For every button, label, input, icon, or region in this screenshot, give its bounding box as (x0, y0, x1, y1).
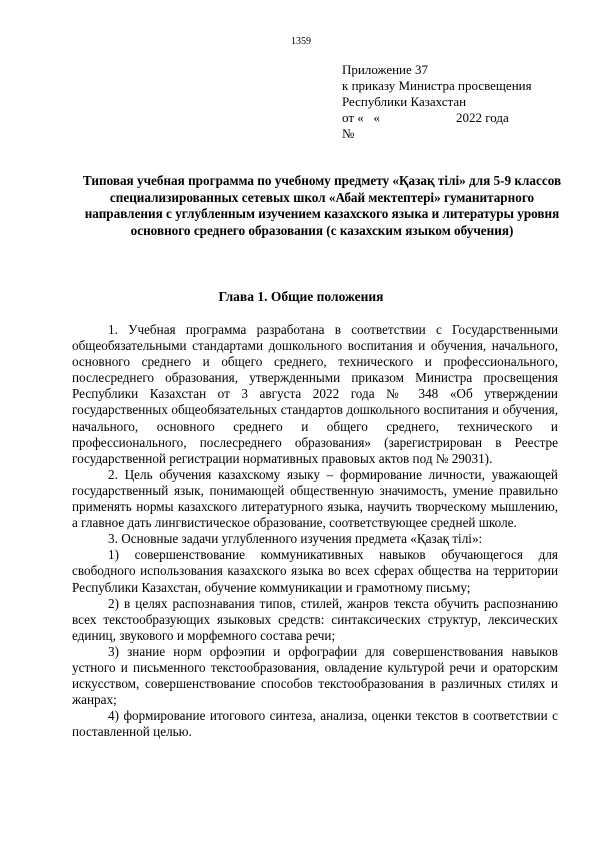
date-year: 2022 года (456, 110, 509, 125)
annex-header (342, 62, 532, 142)
task-item-1: 1) совершенствование коммуникативных навыков обучающегося для свободного использования казахского языка во всех сферах общества на территории Республики Казахстан, обучение коммуникации и грамотному письму; (72, 547, 558, 595)
annex-line-3: Республики Казахстан (342, 94, 467, 109)
paragraph-2: 2. Цель обучения казахскому языку – формирование личности, уважающей государственный язык, понимающей общественную значимость, умение правильно применять нормы казахского литературного языка, научить творческому мышлению, а главное дать лингвистическое образование, соответствующее средней школе. (72, 466, 558, 531)
page-number: 1359 (291, 36, 311, 47)
document-title: Типовая учебная программа по учебному предмету «Қазақ тілі» для 5-9 классов специализированных сетевых школ «Абай мектептері» гуманитарного направления с углубленным изучением казахского языка и литературы уровня основного среднего образования (с казахским языком обучения) (82, 173, 562, 238)
task-item-4: 4) формирование итогового синтеза, анализа, оценки текстов в соответствии с поставленной целью. (72, 708, 558, 740)
annex-line-1: Приложение 37 (342, 62, 429, 77)
date-mid: « (373, 110, 381, 125)
chapter-title: Глава 1. Общие положения (218, 289, 384, 304)
document-body (72, 322, 558, 740)
paragraph-3: 3. Основные задачи углубленного изучения предмета «Қазақ тілі»: (108, 531, 483, 547)
annex-line-2: к приказу Министра просвещения (342, 78, 532, 93)
task-item-3: 3) знание норм орфоэпии и орфографии для совершенствования навыков устного и письменного текстообразования, овладение культурой речи и ораторским искусством, совершенствование способов текстообразования в различных стилях и жанрах; (72, 643, 558, 708)
annex-date-line (342, 110, 532, 126)
paragraph-1: 1. Учебная программа разработана в соответствии с Государственными общеобязательными стандартами дошкольного воспитания и обучения, начального, основного среднего и общего среднего, технического и профессионального, послесреднего образования, утвержденными приказом Министра просвещения Республики Казахстан от 3 августа 2022 года № 348 «Об утверждении государственных общеобязательных стандартов дошкольного воспитания и обучения, начального, основного среднего и общего среднего, технического и профессионального, послесреднего образования» (зарегистрирован в Реестре государственной регистрации нормативных правовых актов под № 29031). (72, 322, 558, 466)
date-prefix: от « (342, 110, 364, 125)
task-item-2: 2) в целях распознавания типов, стилей, жанров текста обучить распознанию всех текстообразующих языковых средств: синтаксических структур, лексических единиц, звукового и морфемного состава речи; (72, 595, 558, 643)
annex-number-sign: № (342, 126, 355, 141)
